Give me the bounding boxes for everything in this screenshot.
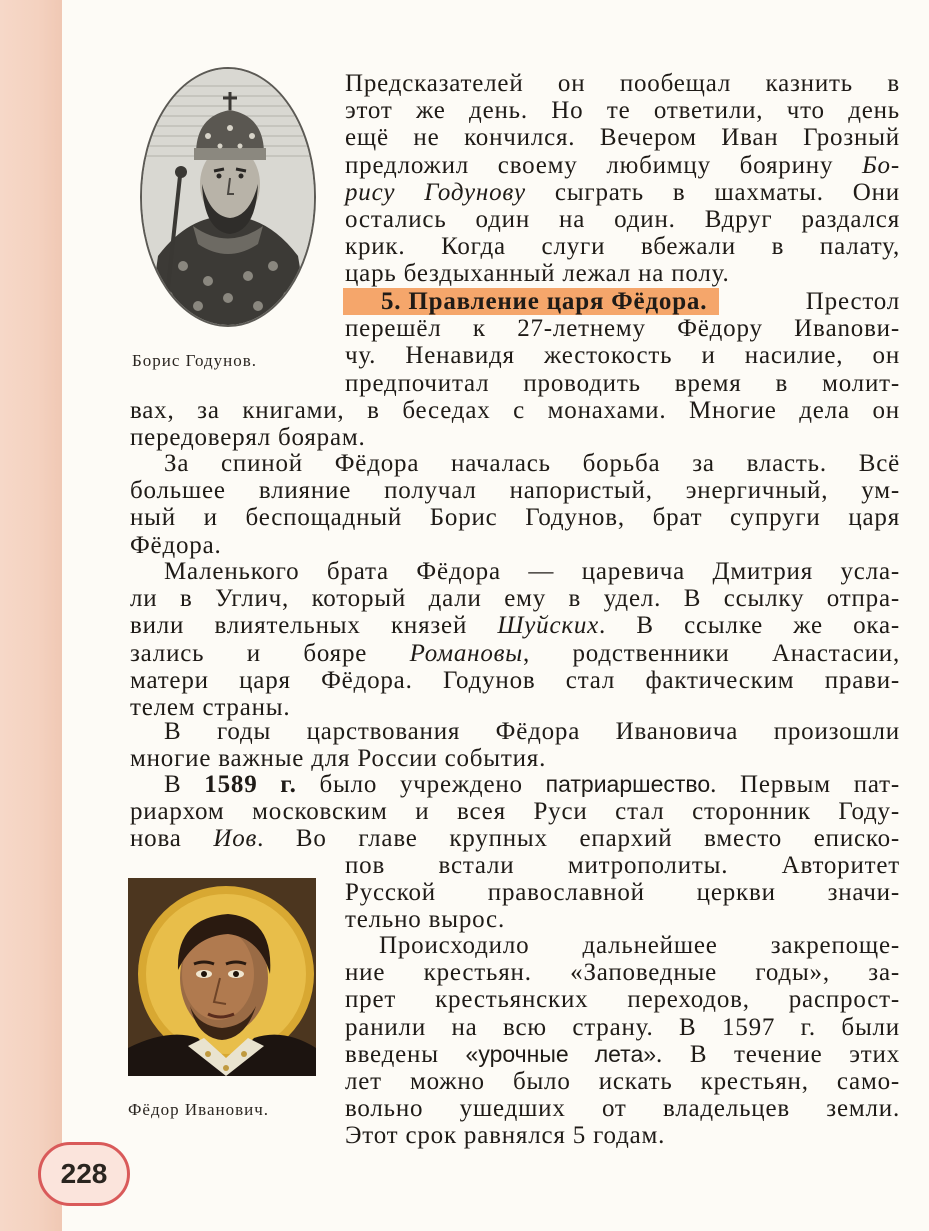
text-line xyxy=(130,640,900,667)
paragraph-events xyxy=(130,718,900,772)
paragraph-patriarchate-cont xyxy=(345,852,900,934)
paragraph-serfdom xyxy=(345,932,900,1150)
boris-godunov-portrait xyxy=(138,66,318,328)
text-line: вах, за книгами, в беседах с монахами. Многие дела он xyxy=(130,397,900,424)
text-line: телем страны. xyxy=(130,693,291,721)
text-line: царь бездыханный лежал на полу. xyxy=(345,260,730,288)
page-number: 228 xyxy=(38,1142,130,1206)
text-line: риархом московским и всея Руси стал сторонник Году- xyxy=(130,798,900,826)
text-line: Происходило дальнейшее закрепоще- xyxy=(379,932,900,959)
bold-date: 1589 г. xyxy=(204,771,297,798)
text-span: вили влиятельных князей xyxy=(130,612,498,640)
page-margin-strip xyxy=(0,0,62,1231)
text-line xyxy=(130,612,900,639)
text-span: , родственники Анастасии, xyxy=(523,639,900,667)
text-span: . Первым пат- xyxy=(710,771,900,798)
text-span: В xyxy=(164,771,205,798)
section-heading: 5. Правление царя Фёдора. xyxy=(343,288,719,315)
text-span: зались и бояре xyxy=(130,639,410,667)
text-span: сыграть в шахматы. Они xyxy=(525,178,900,206)
text-line: За спиной Фёдора началась борьба за власть. Всё xyxy=(164,450,900,477)
text-span: было учреждено xyxy=(296,771,546,798)
text-line: ние крестьян. «Заповедные годы», за- xyxy=(345,959,900,987)
text-line: вольно ушедших от владельцев земли. xyxy=(345,1095,900,1123)
text-line: прет крестьянских переходов, распрост- xyxy=(345,986,900,1014)
paragraph-exile xyxy=(130,558,900,721)
text-line: многие важные для России события. xyxy=(130,745,547,773)
paragraph-patriarchate xyxy=(130,771,900,853)
text-line: ный и беспощадный Борис Годунов, брат супруги царя xyxy=(130,504,900,532)
text-line: предпочитал проводить время в молит- xyxy=(345,369,900,397)
paragraph-power-struggle xyxy=(130,450,900,559)
text-line: остались один на один. Вдруг раздался xyxy=(345,205,900,233)
text-span: Престол xyxy=(719,288,900,315)
text-line: Русской православной церкви значи- xyxy=(345,879,900,907)
text-line: лет можно было искать крестьян, само- xyxy=(345,1067,900,1095)
fedor-ivanovich-caption: Фёдор Иванович. xyxy=(128,1100,270,1119)
text-line xyxy=(345,152,900,179)
text-line: чу. Ненавидя жестокость и насилие, он xyxy=(345,342,900,370)
text-line xyxy=(345,288,900,315)
text-line: тельно вырос. xyxy=(345,906,505,934)
text-line: пов встали митрополиты. Авторитет xyxy=(345,852,900,879)
italic-name: Бо- xyxy=(862,151,900,179)
term-highlight: «урочные лета» xyxy=(465,1040,657,1067)
text-line: ли в Углич, который дали ему в удел. В ссылку отпра- xyxy=(130,585,900,613)
paragraph-fedor-reign xyxy=(345,288,900,397)
text-line: большее влияние получал напористый, энергичный, ум- xyxy=(130,477,900,505)
text-line: этот же день. Но те ответили, что день xyxy=(345,97,900,125)
text-line: перешёл к 27-летнему Фёдору Ивanови- xyxy=(345,315,900,343)
paragraph-ivan-death xyxy=(345,70,900,288)
text-span: предложил своему любимцу боярину xyxy=(345,151,863,179)
text-line: Этот срок равнялся 5 годам. xyxy=(345,1122,666,1150)
text-span: . Во главе крупных епархий вместо еписко- xyxy=(257,825,900,853)
italic-name: Романовы xyxy=(409,639,524,667)
text-line: передоверял боярам. xyxy=(130,424,366,452)
text-span: введены xyxy=(345,1040,466,1068)
italic-name: рису Годунову xyxy=(345,178,526,206)
text-line: ранили на всю страну. В 1597 г. были xyxy=(345,1013,900,1041)
term-highlight: патриаршество xyxy=(545,771,711,797)
text-line: Фёдора. xyxy=(130,531,222,559)
text-line xyxy=(130,825,900,852)
text-line: крик. Когда слуги вбежали в палату, xyxy=(345,233,900,261)
text-line: Предсказателей он пообещал казнить в xyxy=(345,70,900,97)
boris-godunov-caption: Борис Годунов. xyxy=(132,351,258,370)
text-line xyxy=(130,771,900,798)
text-line: ещё не кончился. Вечером Иван Грозный xyxy=(345,124,900,152)
text-line xyxy=(345,179,900,206)
text-span: . В течение этих xyxy=(656,1040,900,1068)
text-span: . В ссылке же ока- xyxy=(599,612,900,640)
text-line xyxy=(345,1041,900,1068)
text-line: матери царя Фёдора. Годунов стал фактическим прави- xyxy=(130,666,900,694)
italic-name: Шуйских xyxy=(497,612,600,640)
text-line: В годы царствования Фёдора Ивановича произошли xyxy=(164,718,900,745)
text-span: нова xyxy=(130,825,214,853)
text-line: Маленького брата Фёдора — царевича Дмитрия усла- xyxy=(164,558,900,585)
fedor-ivanovich-icon-image xyxy=(128,878,316,1076)
paragraph-fedor-reign-cont xyxy=(130,397,900,451)
italic-name: Иов xyxy=(213,825,258,853)
